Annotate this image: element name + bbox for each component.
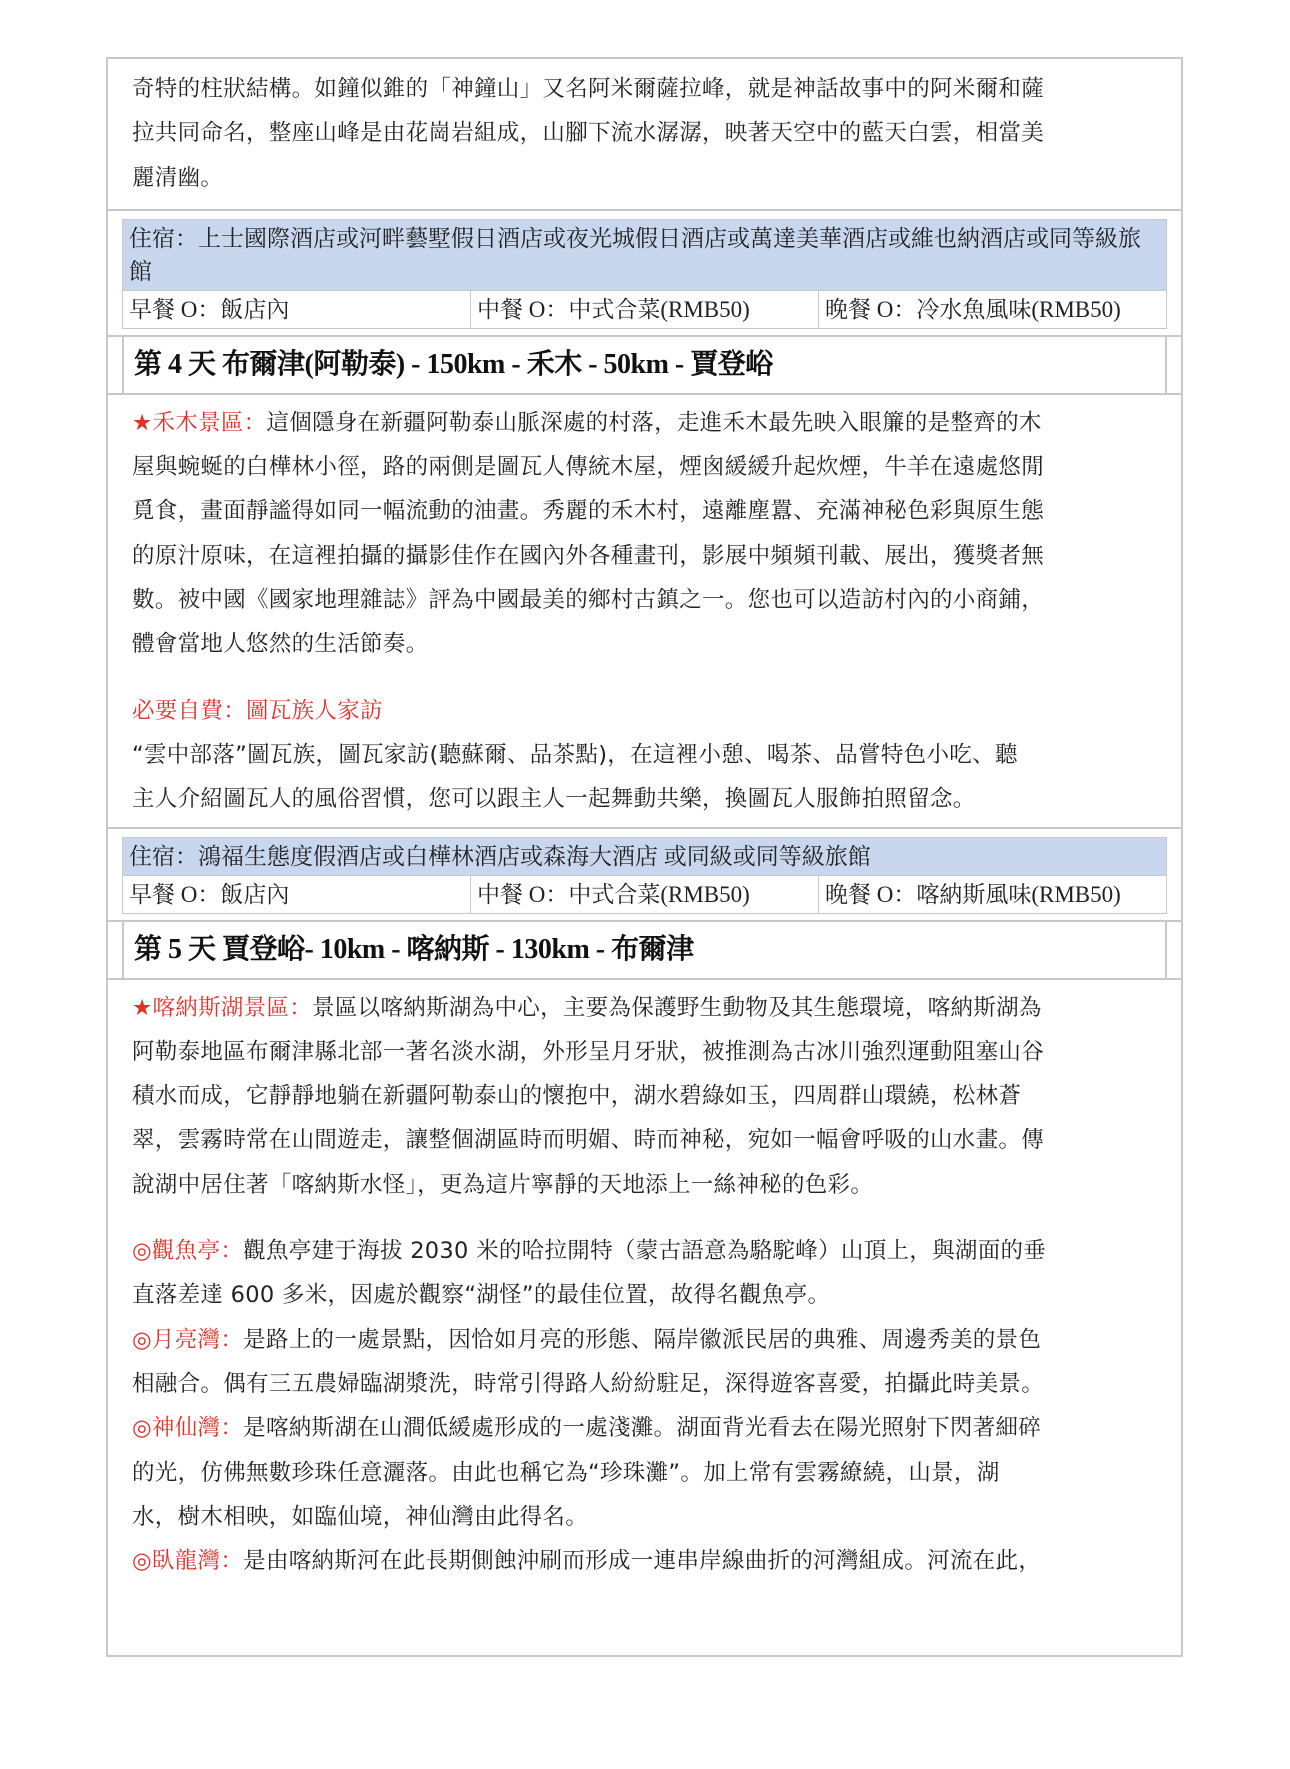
kanas-label: ★喀納斯湖景區： <box>132 994 313 1021</box>
spot-yueliangwan <box>132 1318 1157 1407</box>
breakfast-cell: 早餐 O：飯店內 <box>123 290 471 328</box>
text-line: 拉共同命名，整座山峰是由花崗岩組成，山腳下流水潺潺，映著天空中的藍天白雲，相當美 <box>132 120 1045 147</box>
accommodation-cell: 住宿：鴻福生態度假酒店或白樺林酒店或森海大酒店 或同級或同等級旅館 <box>123 837 1167 875</box>
lunch-cell: 中餐 O：中式合菜(RMB50) <box>471 290 819 328</box>
dinner-cell: 晚餐 O：冷水魚風味(RMB50) <box>819 290 1167 328</box>
hemu-line: 體會當地人悠然的生活節奏。 <box>132 631 429 658</box>
kanas-line: ★喀納斯湖景區：景區以喀納斯湖為中心，主要為保護野生動物及其生態環境，喀納斯湖為 <box>132 994 1042 1021</box>
spot-line: ◎月亮灣：是路上的一處景點，因恰如月亮的形態、隔岸徽派民居的典雅、周邊秀美的景色 <box>132 1326 1042 1353</box>
spot-line: 的光，仿佛無數珍珠任意灑落。由此也稱它為“珍珠灘”。加上常有雲霧繚繞，山景，湖 <box>132 1459 1000 1486</box>
hemu-line: ★禾木景區：這個隱身在新疆阿勒泰山脈深處的村落，走進禾木最先映入眼簾的是整齊的木 <box>132 409 1042 436</box>
document-page <box>106 57 1183 1657</box>
spot-label: ◎月亮灣： <box>132 1326 244 1353</box>
spot-line: ◎觀魚亭：觀魚亭建于海拔 2030 米的哈拉開特（蒙古語意為駱駝峰）山頂上，與湖面的垂 <box>132 1238 1047 1265</box>
hotel-meals-table <box>122 837 1167 914</box>
text-line: 麗清幽。 <box>132 164 224 191</box>
spot-wolongwan <box>132 1539 1157 1583</box>
intro-paragraph <box>108 59 1181 209</box>
spot-label: ◎臥龍灣： <box>132 1548 244 1575</box>
spot-line: ◎神仙灣：是喀納斯湖在山澗低緩處形成的一處淺灘。湖面背光看去在陽光照射下閃著細碎 <box>132 1415 1042 1442</box>
lunch-cell: 中餐 O：中式合菜(RMB50) <box>471 875 819 913</box>
kanas-line: 翠，雲霧時常在山間遊走，讓整個湖區時而明媚、時而神秘，宛如一幅會呼吸的山水畫。傳 <box>132 1127 1045 1154</box>
kanas-line: 阿勒泰地區布爾津縣北部一著名淡水湖，外形呈月牙狀，被推測為古冰川強烈運動阻塞山谷 <box>132 1038 1045 1065</box>
day4-header <box>108 337 1181 395</box>
accommodation-cell: 住宿：上士國際酒店或河畔藝墅假日酒店或夜光城假日酒店或萬達美華酒店或維也納酒店或同等級旅館 <box>123 219 1167 290</box>
hemu-label: ★禾木景區： <box>132 409 267 436</box>
spot-guanyuting <box>132 1229 1157 1318</box>
kanas-line: 說湖中居住著「喀納斯水怪」，更為這片寧靜的天地添上一絲神秘的色彩。 <box>132 1171 874 1198</box>
optional-expense-title: 必要自費：圖瓦族人家訪 <box>132 697 383 724</box>
hemu-line: 覓食，畫面靜謐得如同一幅流動的油畫。秀麗的禾木村，遠離塵囂、充滿神秘色彩與原生態 <box>132 498 1045 525</box>
day4-hotel-meals <box>108 827 1181 922</box>
spot-line: 相融合。偶有三五農婦臨湖漿洗，時常引得路人紛紛駐足，深得遊客喜愛，拍攝此時美景。 <box>132 1370 1045 1397</box>
kanas-line: 積水而成，它靜靜地躺在新疆阿勒泰山的懷抱中，湖水碧綠如玉，四周群山環繞，松林蒼 <box>132 1083 1022 1110</box>
optional-line: 主人介紹圖瓦人的風俗習慣，您可以跟主人一起舞動共樂，換圖瓦人服飾拍照留念。 <box>132 786 976 813</box>
spot-label: ◎觀魚亭： <box>132 1238 244 1265</box>
hemu-line: 屋與蜿蜒的白樺林小徑，路的兩側是圖瓦人傳統木屋，煙囪緩緩升起炊煙，牛羊在遠處悠閒 <box>132 454 1045 481</box>
breakfast-cell: 早餐 O：飯店內 <box>123 875 471 913</box>
day3-hotel-meals <box>108 209 1181 337</box>
hemu-line: 數。被中國《國家地理雜誌》評為中國最美的鄉村古鎮之一。您也可以造訪村內的小商鋪， <box>132 587 1045 614</box>
day5-kanas-section <box>108 980 1181 1584</box>
hemu-line: 的原汁原味，在這裡拍攝的攝影佳作在國內外各種畫刊，影展中頻頻刊載、展出，獲獎者無 <box>132 542 1045 569</box>
spot-line: 水，樹木相映，如臨仙境，神仙灣由此得名。 <box>132 1503 589 1530</box>
day5-header <box>108 922 1181 980</box>
spot-line: 直落差達 600 多米，因處於觀察“湖怪”的最佳位置，故得名觀魚亭。 <box>132 1282 831 1309</box>
day4-hemu-section <box>108 395 1181 827</box>
spot-shenxianwan <box>132 1406 1157 1539</box>
optional-line: “雲中部落”圖瓦族，圖瓦家訪(聽蘇爾、品茶點)，在這裡小憩、喝茶、品嘗特色小吃、聽 <box>132 741 1018 768</box>
spot-label: ◎神仙灣： <box>132 1415 244 1442</box>
day5-title: 第 5 天 賈登峪- 10km - 喀納斯 - 130km - 布爾津 <box>122 922 1167 978</box>
text-line: 奇特的柱狀結構。如鐘似錐的「神鐘山」又名阿米爾薩拉峰，就是神話故事中的阿米爾和薩 <box>132 76 1045 102</box>
hotel-meals-table <box>122 219 1167 329</box>
dinner-cell: 晚餐 O：喀納斯風味(RMB50) <box>819 875 1167 913</box>
spot-line: ◎臥龍灣：是由喀納斯河在此長期側蝕沖刷而形成一連串岸線曲折的河灣組成。河流在此， <box>132 1548 1042 1575</box>
day4-title: 第 4 天 布爾津(阿勒泰) - 150km - 禾木 - 50km - 賈登峪 <box>122 337 1167 393</box>
